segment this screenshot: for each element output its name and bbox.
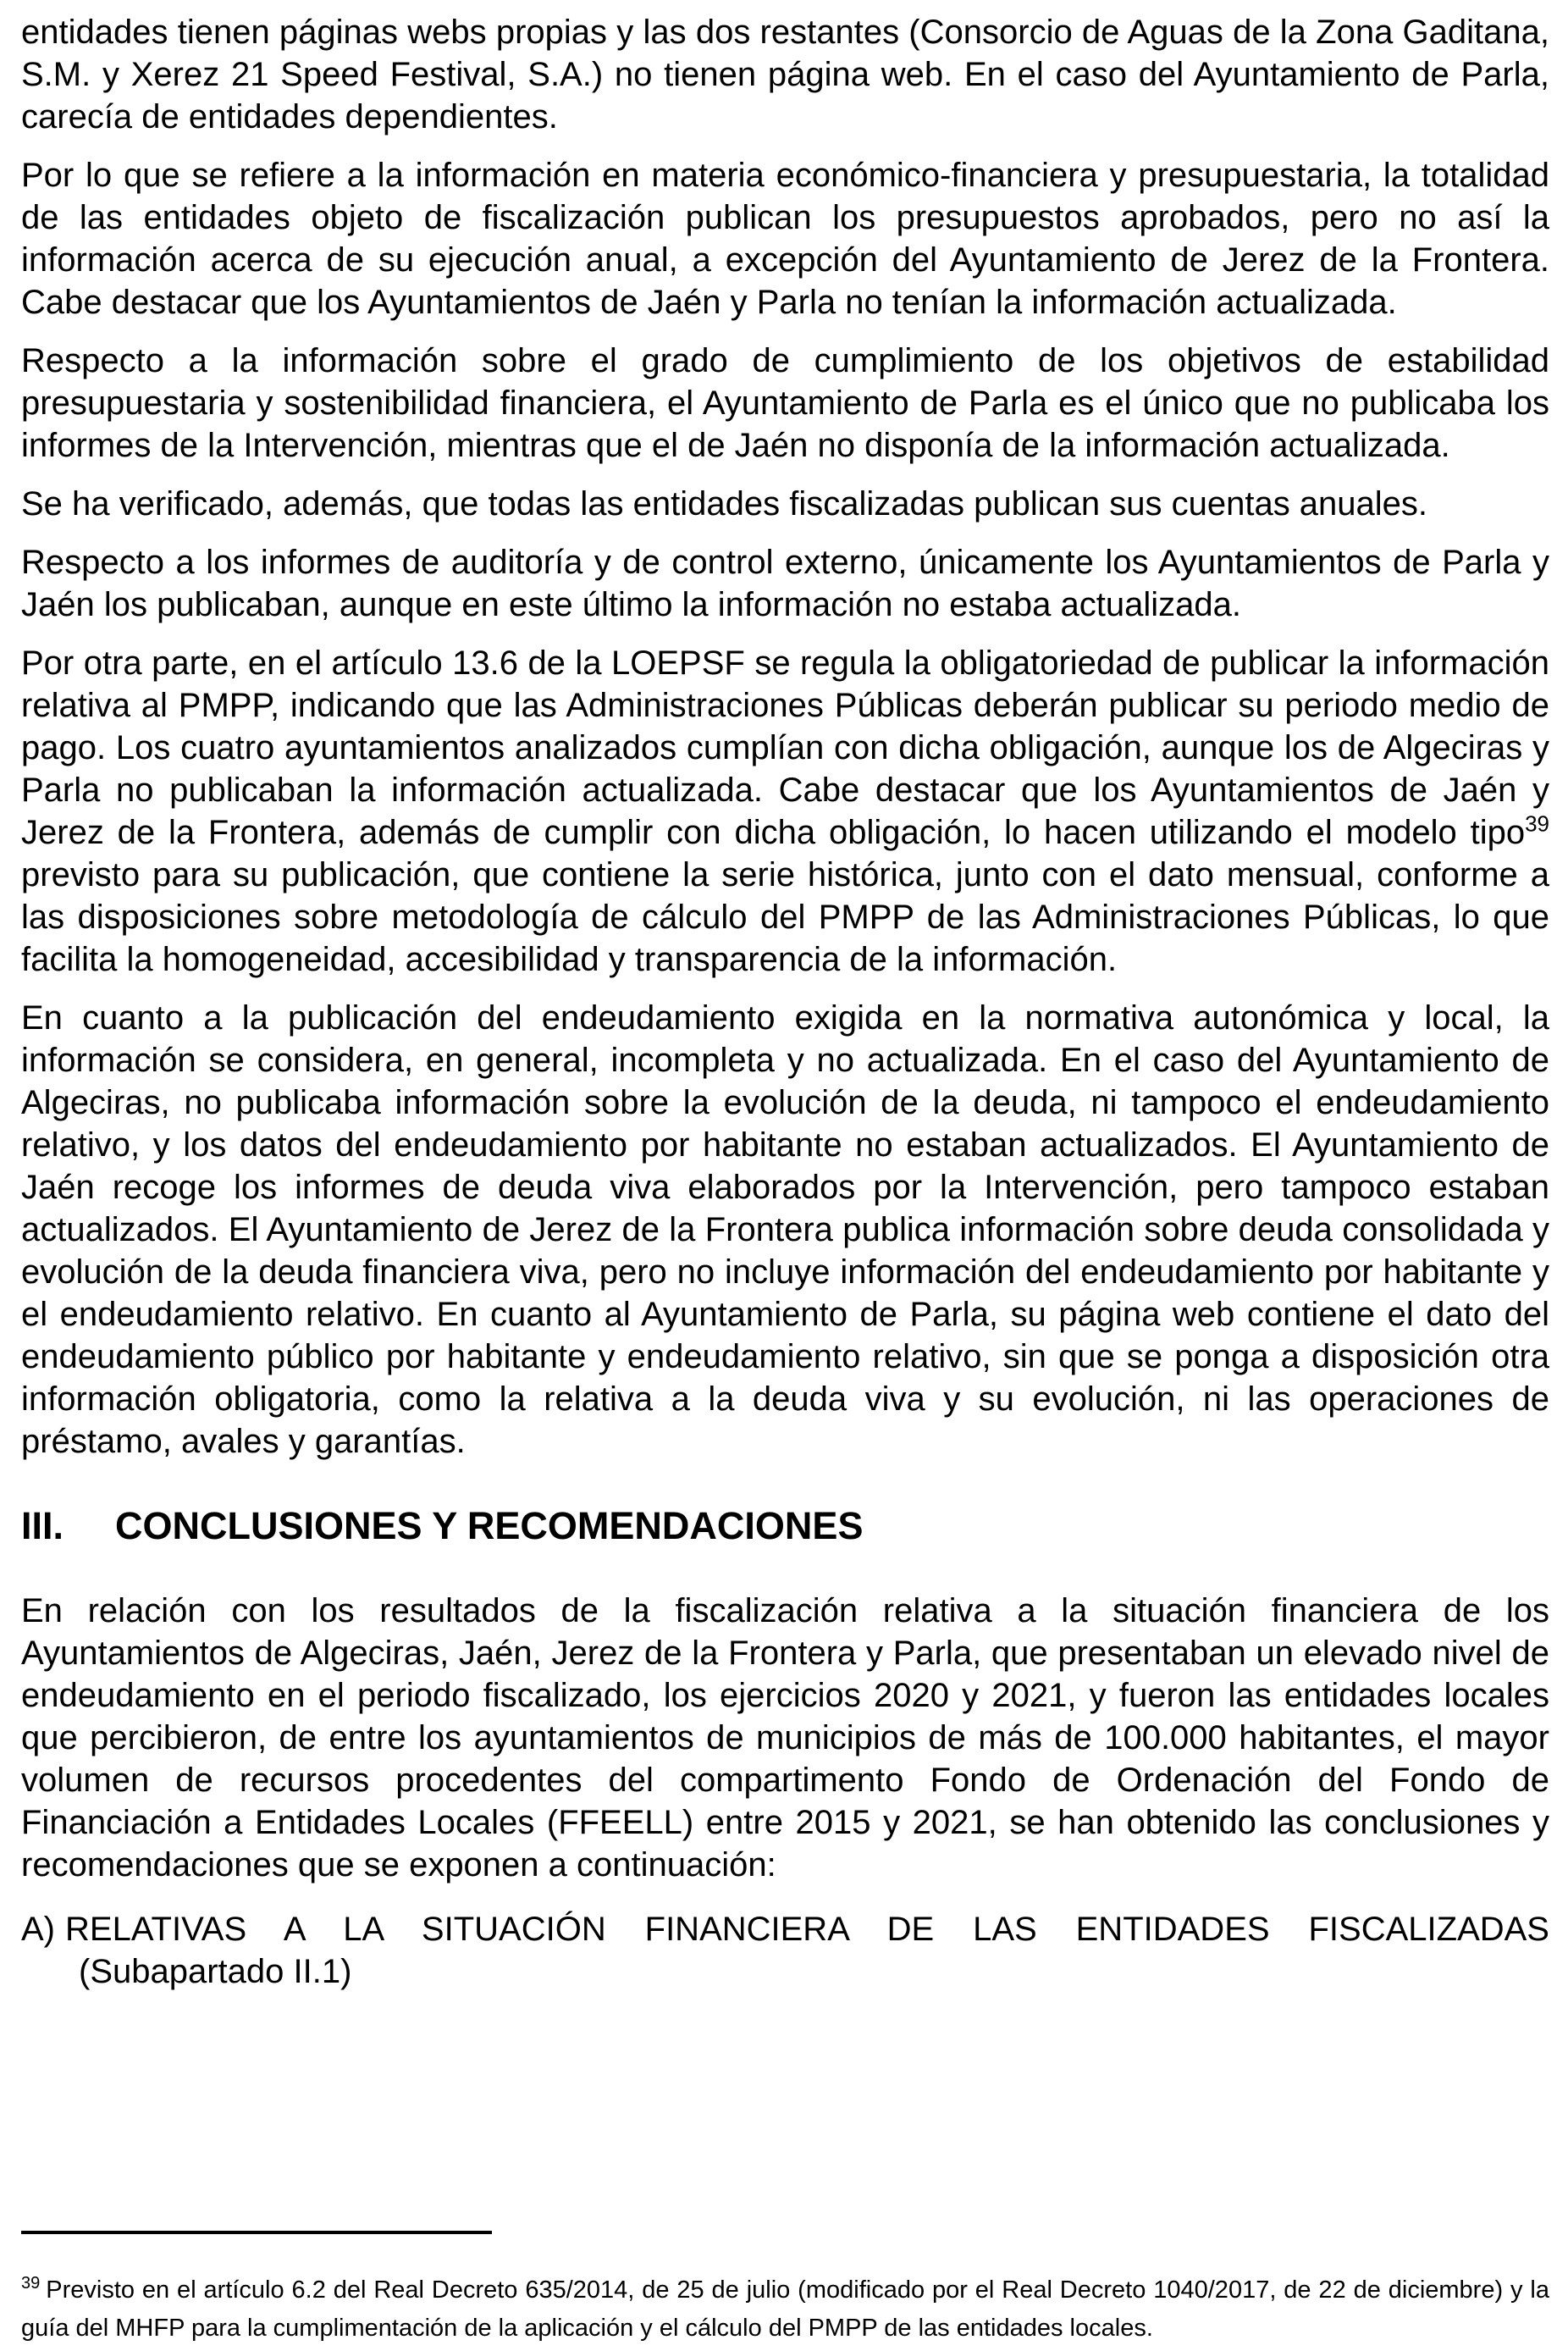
section-heading-number: III. bbox=[21, 1504, 64, 1547]
list-item-a-marker: A) bbox=[21, 1911, 55, 1948]
footnote-39-marker: 39 bbox=[21, 2274, 41, 2293]
paragraph-budget-info: Por lo que se refiere a la información en materia económico-financiera y presupuestaria, la totalidad de las entidades objeto de fiscalización publican los presupuestos aprobados, pero no así la información acerca de su ejecución anual, a excepción del Ayuntamiento de Jerez de la Frontera. Cabe destacar que los Ayuntamientos de Jaén y Parla no tenían la información actualizada. bbox=[21, 157, 1549, 321]
paragraph-stability: Respecto a la información sobre el grado de cumplimiento de los objetivos de estabilidad presupuestaria y sostenibilidad financiera, el Ayuntamiento de Parla es el único que no publicaba los informes de la Intervención, mientras que el de Jaén no disponía de la información actualizada. bbox=[21, 342, 1549, 464]
paragraph-audit-reports: Respecto a los informes de auditoría y de control externo, únicamente los Ayuntamientos de Parla y Jaén los publicaban, aunque en este último la información no estaba actualizada. bbox=[21, 544, 1549, 623]
paragraph-debt-publication: En cuanto a la publicación del endeudamiento exigida en la normativa autonómica y local, la información se considera, en general, incompleta y no actualizada. En el caso del Ayuntamiento de Algeciras, no publicaba información sobre la evolución de la deuda, ni tampoco el endeudamiento relativo, y los datos del endeudamiento por habitante no estaban actualizados. El Ayuntamiento de Jaén recoge los informes de deuda viva elaborados por la Intervención, pero tampoco estaban actualizados. El Ayuntamiento de Jerez de la Frontera publica información sobre deuda consolidada y evolución de la deuda financiera viva, pero no incluye información del endeudamiento por habitante y el endeudamiento relativo. En cuanto al Ayuntamiento de Parla, su página web contiene el dato del endeudamiento público por habitante y endeudamiento relativo, sin que se ponga a disposición otra información obligatoria, como la relativa a la deuda viva y su evolución, ni las operaciones de préstamo, avales y garantías. bbox=[21, 999, 1549, 1460]
footnote-separator bbox=[21, 2231, 492, 2234]
list-item-a-title: RELATIVAS A LA SITUACIÓN FINANCIERA DE LAS ENTIDADES FISCALIZADAS bbox=[65, 1911, 1549, 1948]
paragraph-conclusions-intro: En relación con los resultados de la fiscalización relativa a la situación financiera de los Ayuntamientos de Algeciras, Jaén, Jerez de la Frontera y Parla, que presentaban un elevado nivel de endeudamiento en el periodo fiscalizado, los ejercicios 2020 y 2021, y fueron las entidades locales que percibieron, de entre los ayuntamientos de municipios de más de 100.000 habitantes, el mayor volumen de recursos procedentes del compartimento Fondo de Ordenación del Fondo de Financiación a Entidades Locales (FFEELL) entre 2015 y 2021, se han obtenido las conclusiones y recomendaciones que se exponen a continuación: bbox=[21, 1592, 1549, 1884]
footnote-39 bbox=[21, 2271, 1549, 2348]
list-item-a bbox=[21, 1908, 1549, 1993]
list-item-a-first-line bbox=[21, 1908, 1549, 1950]
footnote-39-text: Previsto en el artículo 6.2 del Real Decreto 635/2014, de 25 de julio (modificado por el Real Decreto 1040/2017, de 22 de diciembre) y la guía del MHFP para la cumplimentación de la aplicación y el cálculo del PMPP de las entidades locales. bbox=[21, 2276, 1549, 2342]
list-item-a-subtitle: (Subapartado II.1) bbox=[79, 1953, 352, 1990]
footnote-ref-39: 39 bbox=[1525, 810, 1549, 837]
section-heading-title: CONCLUSIONES Y RECOMENDACIONES bbox=[115, 1504, 864, 1547]
paragraph-annual-accounts: Se ha verificado, además, que todas las entidades fiscalizadas publican sus cuentas anuales. bbox=[21, 485, 1428, 523]
footnote-block bbox=[21, 2231, 1549, 2348]
paragraph-pmpp-text-after-ref: previsto para su publicación, que contiene la serie histórica, junto con el dato mensual, conforme a las disposiciones sobre metodología de cálculo del PMPP de las Administraciones Públicas, lo que facilita la homogeneidad, accesibilidad y transparencia de la información. bbox=[21, 856, 1549, 978]
paragraph-pmpp bbox=[21, 642, 1549, 981]
paragraph-pmpp-text-before-ref: Por otra parte, en el artículo 13.6 de la LOEPSF se regula la obligatoriedad de publicar la información relativa al PMPP, indicando que las Administraciones Públicas deberán publicar su periodo medio de pago. Los cuatro ayuntamientos analizados cumplían con dicha obligación, aunque los de Algeciras y Parla no publicaban la información actualizada. Cabe destacar que los Ayuntamientos de Jaén y Jerez de la Frontera, además de cumplir con dicha obligación, lo hacen utilizando el modelo tipo bbox=[21, 644, 1549, 851]
paragraph-webpages: entidades tienen páginas webs propias y las dos restantes (Consorcio de Aguas de la Zona Gaditana, S.M. y Xerez 21 Speed Festival, S.A.) no tienen página web. En el caso del Ayuntamiento de Parla, carecía de entidades dependientes. bbox=[21, 14, 1549, 136]
section-heading bbox=[21, 1503, 1549, 1549]
